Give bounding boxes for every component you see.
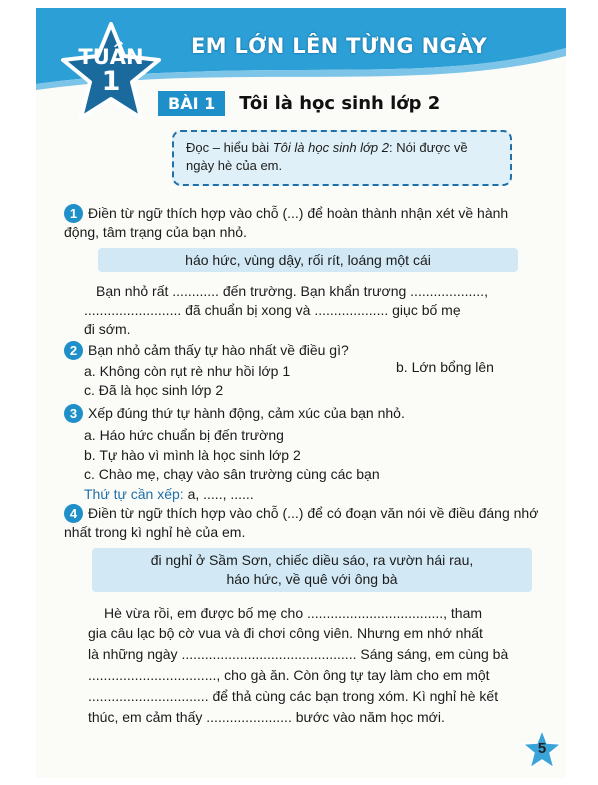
q3-order-label: Thứ tự cần xếp: — [84, 486, 184, 502]
q1-word-bank-text: háo hức, vùng dậy, rối rít, loáng một cái — [185, 252, 431, 268]
q2-option-a: a. Không còn rụt rè như hồi lớp 1 — [84, 363, 291, 379]
q4-word-bank — [92, 548, 532, 592]
lesson-badge: BÀI 1 — [158, 91, 225, 116]
workbook-page — [36, 8, 566, 778]
q1-line-1: Bạn nhỏ rất ............ đến trường. Bạn khẩn trương ..................., — [96, 283, 488, 299]
unit-title: EM LỚN LÊN TỪNG NGÀY — [191, 34, 488, 58]
q1-line-3: đi sớm. — [84, 321, 131, 337]
week-label: TUẦN — [78, 45, 144, 69]
q1-word-bank — [98, 248, 518, 272]
q3-order-value: a, ....., ...... — [183, 486, 254, 502]
goal-lesson-name: Tôi là học sinh lớp 2 — [272, 140, 389, 155]
question-3 — [64, 404, 544, 423]
q4-paragraph-line-6: thúc, em cảm thấy ...................... bước vào năm học mới. — [88, 709, 445, 725]
lesson-header — [158, 90, 440, 116]
question-number-badge: 3 — [64, 404, 83, 423]
question-1 — [64, 204, 544, 242]
goal-suffix: : Nói được về ngày hè của em. — [186, 140, 468, 173]
question-number-badge: 2 — [64, 341, 83, 360]
q4-word-bank-line-1: đi nghỉ ở Sầm Sơn, chiếc diều sáo, ra vườn hái rau, — [150, 552, 474, 568]
question-2-text: Bạn nhỏ cảm thấy tự hào nhất về điều gì? — [88, 342, 349, 358]
page-number: 5 — [537, 740, 547, 757]
goal-prefix: Đọc – hiểu bài — [186, 140, 273, 155]
q4-paragraph-line-5: ............................... để thả cùng các bạn trong xóm. Kì nghỉ hè kết — [88, 688, 499, 704]
q4-paragraph-line-2: gia câu lạc bộ cờ vua và đi chơi công viên. Nhưng em nhớ nhất — [88, 625, 483, 641]
question-4-text: Điền từ ngữ thích hợp vào chỗ (...) để có đoạn văn nói về điều đáng nhớ nhất trong kì nghỉ hè của em. — [64, 505, 539, 540]
question-1-text: Điền từ ngữ thích hợp vào chỗ (...) để hoàn thành nhận xét về hành động, tâm trạng của bạn nhỏ. — [64, 205, 509, 240]
question-number-badge: 4 — [64, 504, 83, 523]
q2-option-c: c. Đã là học sinh lớp 2 — [84, 382, 224, 398]
q3-item-a: a. Háo hức chuẩn bị đến trường — [84, 427, 284, 443]
page-number-badge — [520, 728, 564, 772]
q4-word-bank-line-2: háo hức, về quê với ông bà — [226, 571, 398, 587]
q2-option-b: b. Lớn bổng lên — [396, 359, 494, 375]
lesson-title: Tôi là học sinh lớp 2 — [239, 92, 441, 114]
week-number: 1 — [101, 66, 121, 98]
q4-paragraph-line-3: là những ngày ............................................. Sáng sáng, em cùng bà — [88, 646, 509, 662]
q3-order-line — [84, 485, 254, 504]
question-4 — [64, 504, 544, 542]
q3-item-b: b. Tự hào vì mình là học sinh lớp 2 — [84, 447, 301, 463]
question-3-text: Xếp đúng thứ tự hành động, cảm xúc của bạn nhỏ. — [88, 405, 405, 421]
lesson-goal-box — [172, 130, 512, 186]
question-number-badge: 1 — [64, 204, 83, 223]
q3-item-c: c. Chào mẹ, chạy vào sân trường cùng các bạn — [84, 466, 380, 482]
week-star-badge — [56, 20, 166, 130]
q4-paragraph-line-1: Hè vừa rồi, em được bố mẹ cho ..................................., tham — [104, 605, 483, 621]
q4-paragraph-line-4: ................................., cho gà ăn. Còn ông tự tay làm cho em một — [88, 667, 490, 683]
q1-line-2: ......................... đã chuẩn bị xong và ................... giục bố mẹ — [84, 302, 461, 318]
